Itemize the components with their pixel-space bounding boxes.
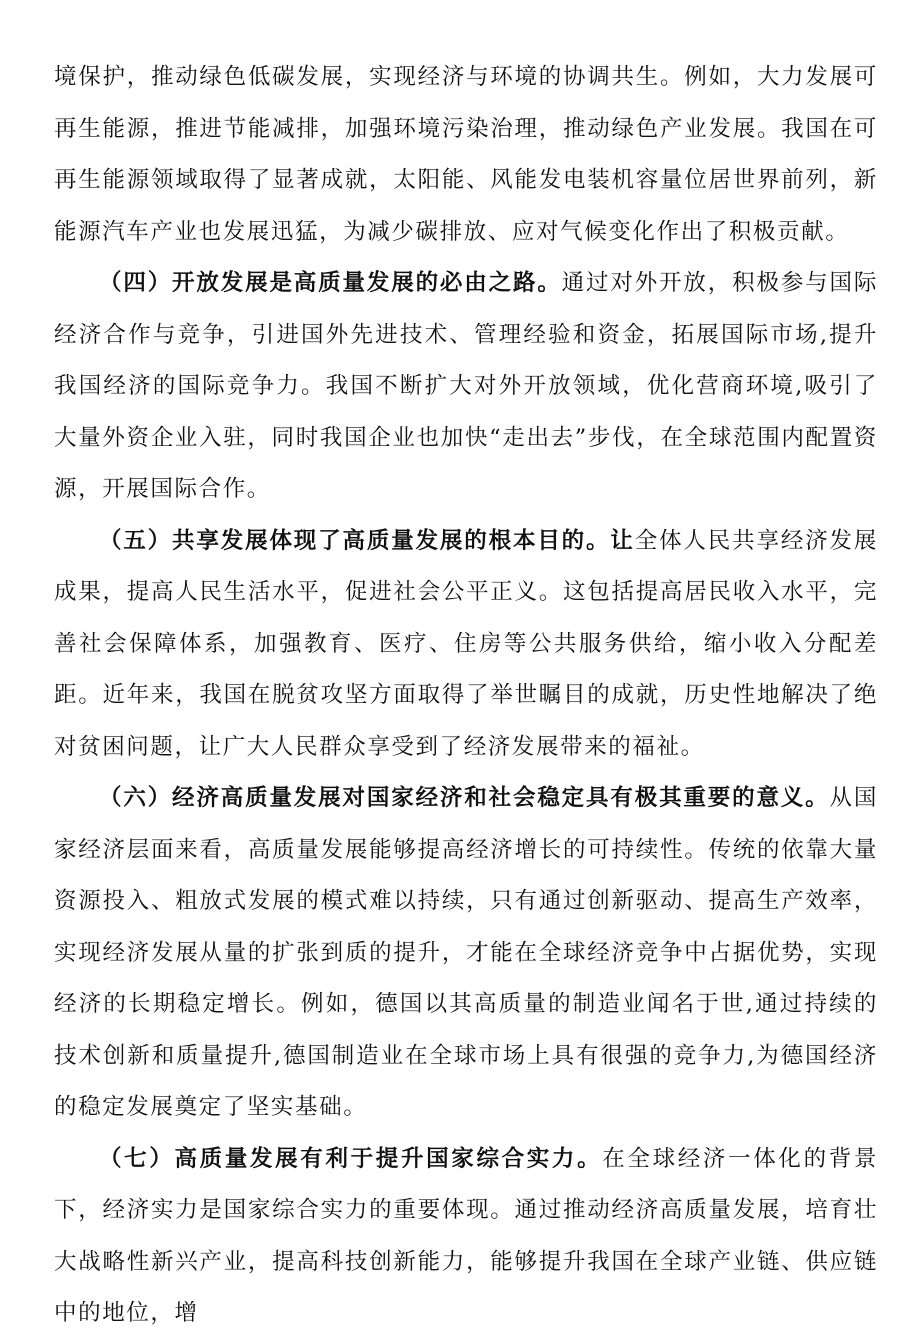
paragraph-environment xyxy=(54,52,878,258)
paragraph-body: 在全球经济一体化的背景下，经济实力是国家综合实力的重要体现。通过推动经济高质量发展，培育壮大战略性新兴产业，提高科技创新能力，能够提升我国在全球产业链、供应链中的地位，增 xyxy=(54,1145,878,1326)
paragraph-body: 全体人民共享经济发展成果，提高人民生活水平，促进社会公平正义。这包括提高居民收入水平，完善社会保障体系，加强教育、医疗、住房等公共服务供给，缩小收入分配差距。近年来，我国在脱贫攻坚方面取得了举世瞩目的成就，历史性地解决了绝对贫困问题，让广大人民群众享受到了经济发展带来的福祉。 xyxy=(54,527,878,760)
paragraph-lead: （七）高质量发展有利于提升国家综合实力。 xyxy=(99,1145,603,1172)
paragraph-national-strength xyxy=(54,1134,878,1340)
paragraph-body: 境保护，推动绿色低碳发展，实现经济与环境的协调共生。例如，大力发展可再生能源，推进节能减排，加强环境污染治理，推动绿色产业发展。我国在可再生能源领域取得了显著成就，太阳能、风能发电装机容量位居世界前列，新能源汽车产业也发展迅猛，为减少碳排放、应对气候变化作出了积极贡献。 xyxy=(54,64,878,245)
paragraph-lead: （六）经济高质量发展对国家经济和社会稳定具有极其重要的意义。 xyxy=(99,785,830,811)
paragraph-body: 通过对外开放，积极参与国际经济合作与竞争，引进国外先进技术、管理经验和资金，拓展国际市场,提升我国经济的国际竞争力。我国不断扩大对外开放领域，优化营商环境,吸引了大量外资企业入驻，同时我国企业也加快“走出去”步伐，在全球范围内配置资源，开展国际合作。 xyxy=(54,270,878,502)
paragraph-shared-development xyxy=(54,516,878,774)
paragraph-stability xyxy=(54,773,878,1134)
document-page xyxy=(54,52,878,1340)
paragraph-body: 从国家经济层面来看，高质量发展能够提高经济增长的可持续性。传统的依靠大量资源投入、粗放式发展的模式难以持续，只有通过创新驱动、提高生产效率，实现经济发展从量的扩张到质的提升，才能在全球经济竞争中占据优势，实现经济的长期稳定增长。例如，德国以其高质量的制造业闻名于世,通过持续的技术创新和质量提升,德国制造业在全球市场上具有很强的竞争力,为德国经济的稳定发展奠定了坚实基础。 xyxy=(54,785,878,1120)
paragraph-lead: （五）共享发展体现了高质量发展的根本目的。让 xyxy=(99,527,635,554)
paragraph-lead: （四）开放发展是高质量发展的必由之路。 xyxy=(99,270,562,296)
paragraph-open-development xyxy=(54,258,878,516)
